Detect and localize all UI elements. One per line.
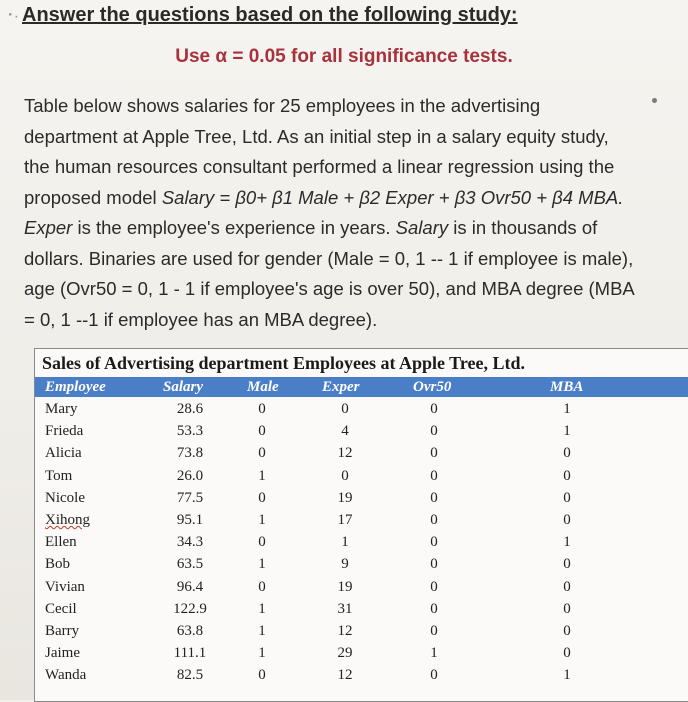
table-row xyxy=(35,664,688,686)
mba-cell: 1 xyxy=(563,667,571,684)
study-line-5 xyxy=(24,213,664,244)
ovr50-cell: 0 xyxy=(430,667,438,684)
exper-cell: 0 xyxy=(341,401,349,417)
employee-cell: Mary xyxy=(45,401,78,417)
employee-cell: Barry xyxy=(45,623,80,639)
exper-cell: 17 xyxy=(337,512,353,528)
mba-cell: 0 xyxy=(563,467,571,484)
table-row xyxy=(35,509,688,531)
employee-cell: Xihong xyxy=(45,512,90,528)
male-cell: 1 xyxy=(258,467,266,484)
ovr50-cell: 0 xyxy=(430,512,438,528)
page-heading: Answer the questions based on the following study: xyxy=(22,4,518,26)
exper-cell: 0 xyxy=(341,467,349,484)
study-description xyxy=(24,91,664,335)
salary-cell: 73.8 xyxy=(176,445,204,462)
ovr50-cell: 0 xyxy=(430,578,438,595)
study-line-8: = 0, 1 --1 if employee has an MBA degree). xyxy=(24,308,378,330)
ovr50-cell: 0 xyxy=(430,445,438,462)
employee-cell: Alicia xyxy=(45,445,82,462)
ovr50-cell: 1 xyxy=(430,645,438,662)
exper-cell: 12 xyxy=(337,445,353,462)
male-cell: 1 xyxy=(258,512,266,528)
table-row xyxy=(35,442,688,464)
table-row xyxy=(35,531,688,553)
ovr50-cell: 0 xyxy=(430,401,438,417)
salary-cell: 95.1 xyxy=(176,512,204,528)
table-row xyxy=(35,553,688,575)
ovr50-cell: 0 xyxy=(430,600,438,617)
exper-cell: 19 xyxy=(337,489,353,506)
salary-table xyxy=(34,348,688,702)
study-line-1: Table below shows salaries for 25 employees in the advertising xyxy=(24,95,541,116)
salary-cell: 26.0 xyxy=(176,467,204,484)
mba-cell: 1 xyxy=(563,423,571,440)
salary-term: Salary xyxy=(395,217,449,238)
salary-cell: 63.8 xyxy=(176,623,204,639)
employee-cell: Wanda xyxy=(45,667,87,684)
exper-cell: 12 xyxy=(337,667,353,684)
employee-cell: Tom xyxy=(45,467,73,484)
exper-cell: 4 xyxy=(341,423,349,440)
male-cell: 1 xyxy=(258,600,266,617)
employee-cell: Jaime xyxy=(45,645,80,662)
regression-model: Salary = β0+ β1 Male + β2 Exper + β3 Ovr50 + β4 MBA. xyxy=(161,186,624,208)
exper-cell: 1 xyxy=(341,534,349,551)
salary-cell: 96.4 xyxy=(176,578,204,595)
salary-cell: 122.9 xyxy=(173,600,207,617)
study-line-3: the human resources consultant performed a linear regression using the xyxy=(24,156,615,177)
study-line-2: department at Apple Tree, Ltd. As an initial step in a salary equity study, xyxy=(24,125,609,147)
ovr50-cell: 0 xyxy=(430,467,438,484)
employee-cell: Cecil xyxy=(45,600,77,617)
mba-cell: 0 xyxy=(563,623,571,639)
column-header-male: Male xyxy=(247,379,279,395)
table-row xyxy=(35,576,688,598)
table-row xyxy=(35,598,688,620)
table-row xyxy=(35,487,688,509)
employee-cell: Bob xyxy=(45,556,71,573)
exper-cell: 29 xyxy=(337,645,353,662)
salary-cell: 34.3 xyxy=(176,534,204,551)
model-intro: proposed model xyxy=(24,186,162,208)
exper-cell: 12 xyxy=(337,623,353,639)
mba-cell: 0 xyxy=(563,578,571,595)
mba-cell: 0 xyxy=(563,489,571,506)
exper-cell: 31 xyxy=(337,600,353,617)
male-cell: 1 xyxy=(258,645,266,662)
exper-desc: is the employee's experience in years. xyxy=(72,217,396,238)
table-row xyxy=(35,398,688,420)
male-cell: 0 xyxy=(258,578,266,595)
column-header-ovr50: Ovr50 xyxy=(413,379,452,395)
column-header-exper: Exper xyxy=(322,379,360,395)
table-row xyxy=(35,420,688,442)
margin-dot xyxy=(652,98,657,103)
employee-cell: Frieda xyxy=(45,423,84,440)
column-header-salary: Salary xyxy=(163,379,204,395)
employee-cell: Ellen xyxy=(45,534,77,551)
mba-cell: 0 xyxy=(563,600,571,617)
male-cell: 0 xyxy=(258,667,266,684)
exper-term: Exper xyxy=(24,217,73,238)
male-cell: 0 xyxy=(258,401,266,417)
salary-cell: 53.3 xyxy=(176,423,204,440)
employee-cell: Nicole xyxy=(45,489,85,506)
male-cell: 0 xyxy=(258,534,266,551)
salary-cell: 63.5 xyxy=(176,556,204,573)
salary-cell: 111.1 xyxy=(173,645,207,662)
bullet-marker: ⠐· xyxy=(2,8,20,25)
mba-cell: 1 xyxy=(563,401,571,417)
ovr50-cell: 0 xyxy=(430,534,438,551)
table-row xyxy=(35,465,688,487)
salary-cell: 82.5 xyxy=(176,667,204,684)
male-cell: 0 xyxy=(258,489,266,506)
ovr50-cell: 0 xyxy=(430,556,438,573)
mba-cell: 0 xyxy=(563,645,571,662)
table-row xyxy=(35,620,688,642)
table-row xyxy=(35,642,688,664)
study-line-7: age (Ovr50 = 0, 1 - 1 if employee's age is over 50), and MBA degree (MBA xyxy=(24,278,635,299)
salary-cell: 28.6 xyxy=(176,401,204,417)
male-cell: 1 xyxy=(258,556,266,573)
mba-cell: 1 xyxy=(563,534,571,551)
mba-cell: 0 xyxy=(563,445,571,462)
male-cell: 1 xyxy=(258,623,266,639)
mba-cell: 0 xyxy=(563,512,571,528)
salary-cell: 77.5 xyxy=(176,489,204,506)
column-header-mba: MBA xyxy=(550,379,584,395)
male-cell: 0 xyxy=(258,423,266,440)
male-cell: 0 xyxy=(258,445,266,462)
column-header-employee: Employee xyxy=(45,379,106,395)
salary-desc: is in thousands of xyxy=(448,217,598,238)
ovr50-cell: 0 xyxy=(430,489,438,506)
exper-cell: 19 xyxy=(337,578,353,595)
significance-note: Use α = 0.05 for all significance tests. xyxy=(175,46,513,67)
table-title: Sales of Advertising department Employees at Apple Tree, Ltd. xyxy=(42,353,525,373)
mba-cell: 0 xyxy=(563,556,571,573)
ovr50-cell: 0 xyxy=(430,423,438,440)
study-line-6: dollars. Binaries are used for gender (Male = 0, 1 -- 1 if employee is male), xyxy=(24,247,634,269)
employee-cell: Vivian xyxy=(45,578,85,595)
table-header xyxy=(35,377,688,397)
ovr50-cell: 0 xyxy=(430,623,438,639)
study-line-4 xyxy=(24,183,664,214)
exper-cell: 9 xyxy=(341,556,349,573)
